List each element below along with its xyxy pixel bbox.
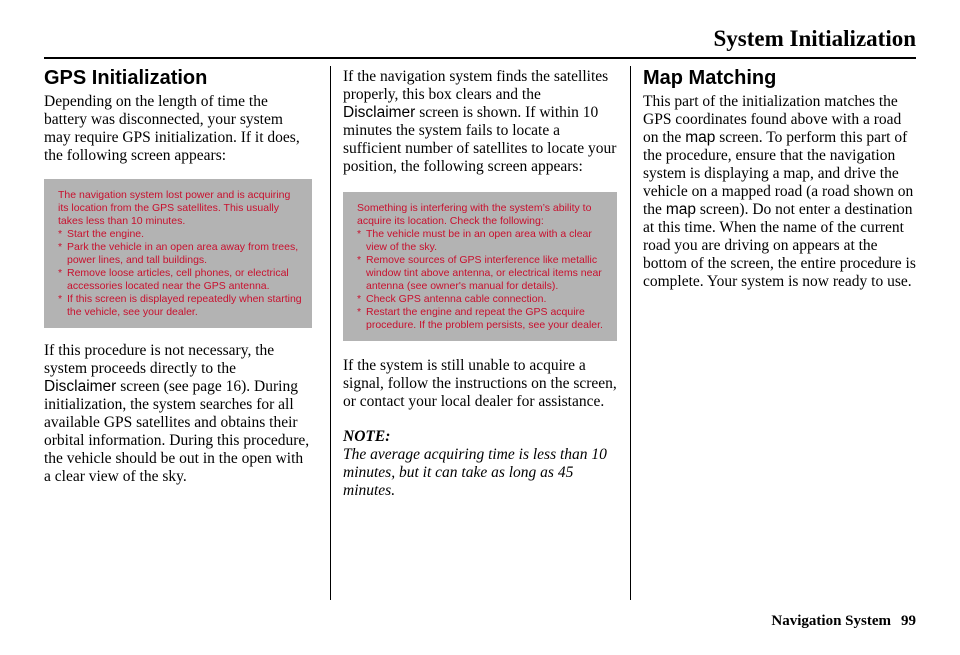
- header-rule: [44, 57, 916, 59]
- screen-item: [58, 241, 302, 267]
- column-divider-2: [630, 66, 631, 600]
- text-run: screen). Do not enter a destination at this time. When the name of the current road you are driving on appears at the bottom of the screen, the entire procedure is complete. Your system is now ready to use.: [643, 201, 916, 290]
- note-text: The average acquiring time is less than 10 minutes, but it can take as long as 45 minutes.: [343, 446, 607, 499]
- screen-item-text: Remove loose articles, cell phones, or electrical accessories located near the GPS antenna.: [67, 267, 289, 292]
- screen-item: [58, 228, 302, 241]
- screen-item-text: Start the engine.: [67, 228, 145, 240]
- screen-item: [58, 267, 302, 293]
- page-header-title: System Initialization: [713, 26, 916, 51]
- screen-item: [357, 254, 607, 293]
- bullet-icon: *: [58, 228, 63, 240]
- disclaimer-term: Disclaimer: [343, 104, 416, 121]
- footer-label: Navigation System: [771, 613, 891, 629]
- page-footer: [771, 613, 916, 630]
- gps-initialization-heading: GPS Initialization: [44, 67, 208, 89]
- screen-item: [357, 293, 607, 306]
- text-run: screen is shown. If within 10 minutes the system fails to locate a sufficient number of satellites to locate your position, the following screen appears:: [343, 104, 617, 175]
- screen-item: [58, 293, 302, 319]
- screen-item-text: Park the vehicle in an open area away from trees, power lines, and tall buildings.: [67, 241, 299, 266]
- bullet-icon: *: [58, 241, 63, 253]
- screen-item-text: The vehicle must be in an open area with a clear view of the sky.: [366, 228, 592, 253]
- column-3: [643, 66, 918, 291]
- bullet-icon: *: [58, 293, 63, 305]
- text-run: This part of the initialization matches the GPS coordinates found above with a road on the: [643, 93, 902, 146]
- screen-intro: Something is interfering with the system’s ability to acquire its location. Check the following:: [357, 202, 592, 227]
- screen-intro: The navigation system lost power and is acquiring its location from the GPS satellites. This usually takes less than 10 minutes.: [58, 189, 291, 227]
- screen-item-text: Check GPS antenna cable connection.: [366, 293, 547, 305]
- bullet-icon: *: [357, 254, 362, 266]
- screen-item-text: Remove sources of GPS interference like metallic window tint above antenna, or electrical items near antenna (see owner's manual for details).: [366, 254, 602, 292]
- gps-lost-power-screen: [44, 179, 312, 328]
- map-term: map: [685, 129, 716, 146]
- text-run: If this procedure is not necessary, the system proceeds directly to the: [44, 342, 275, 377]
- bullet-icon: *: [357, 228, 362, 240]
- map-matching-paragraph: [643, 93, 918, 291]
- satellites-found-paragraph: [343, 68, 617, 176]
- gps-intro-paragraph: Depending on the length of time the battery was disconnected, your system may require GPS initialization. If it does, the following screen appears:: [44, 93, 300, 164]
- map-matching-heading: Map Matching: [643, 67, 777, 89]
- bullet-icon: *: [357, 306, 362, 318]
- bullet-icon: *: [357, 293, 362, 305]
- note-label: NOTE:: [343, 428, 391, 445]
- column-1: [44, 66, 312, 486]
- column-divider-1: [330, 66, 331, 600]
- gps-procedure-paragraph: [44, 342, 312, 486]
- text-run: screen. To perform this part of the procedure, ensure that the navigation system is displaying a map, and drive the vehicle on a mapped road (a road shown on the: [643, 129, 914, 218]
- text-run: If the navigation system finds the satellites properly, this box clears and the: [343, 68, 609, 103]
- gps-interference-screen: [343, 192, 617, 341]
- page-number: 99: [901, 613, 916, 629]
- disclaimer-term: Disclaimer: [44, 378, 117, 395]
- map-term: map: [665, 201, 696, 218]
- screen-item: [357, 306, 607, 332]
- screen-item-text: If this screen is displayed repeatedly when starting the vehicle, see your dealer.: [67, 293, 302, 318]
- text-run: screen (see page 16). During initialization, the system searches for all available GPS satellites and obtains their orbital information. During this procedure, the vehicle should be out in the open with a clear view of the sky.: [44, 378, 310, 485]
- screen-item: [357, 228, 607, 254]
- column-2: [343, 68, 617, 500]
- screen-item-text: Restart the engine and repeat the GPS acquire procedure. If the problem persists, see your dealer.: [366, 306, 603, 331]
- bullet-icon: *: [58, 267, 63, 279]
- still-unable-paragraph: If the system is still unable to acquire a signal, follow the instructions on the screen, or contact your local dealer for assistance.: [343, 357, 617, 410]
